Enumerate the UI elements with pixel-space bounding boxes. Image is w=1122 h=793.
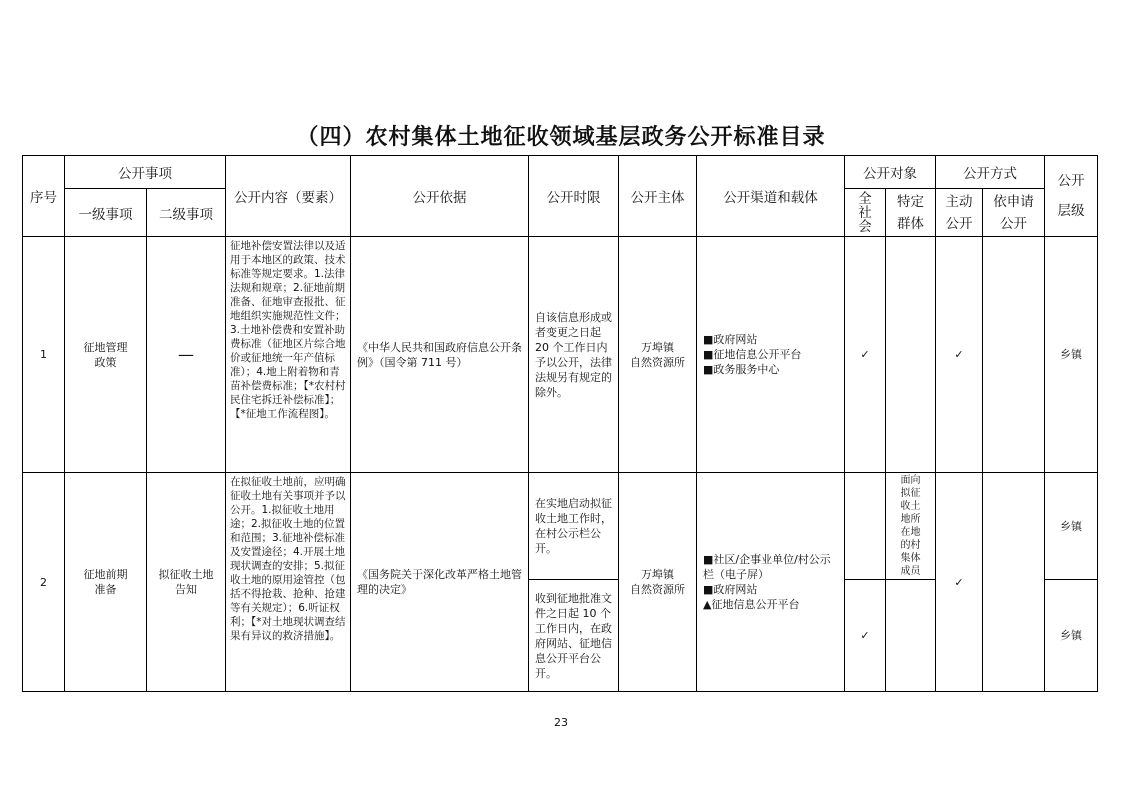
row1-content: 征地补偿安置法律以及适用于本地区的政策、技术标准等规定要求。1.法律法规和规章；2.征地前期准备、征地审查报批、征地组织实施规范性文件；3.土地补偿费和安置补助费标准（征地区片综合地价或征地统一年产值标准）；4.地上附着物和青苗补偿费标准；【*农村村民住宅拆迁补偿标准】；【*征地工作流程图】。 (226, 237, 351, 473)
row2-specific-group-b (886, 580, 936, 692)
table-row (23, 237, 1098, 473)
header-seq: 序号 (23, 156, 65, 237)
table-row (23, 473, 1098, 580)
header-target: 公开对象 (845, 156, 936, 189)
row1-level2: — (147, 237, 226, 473)
row2-all-society-check: ✓ (845, 580, 886, 692)
row2-on-request (983, 473, 1045, 692)
row1-level: 乡镇 (1045, 237, 1098, 473)
header-active: 主动 公开 (936, 189, 983, 237)
row1-seq: 1 (23, 237, 65, 473)
row2-level-a: 乡镇 (1045, 473, 1098, 580)
row1-specific-group (886, 237, 936, 473)
row1-time: 自该信息形成或者变更之日起 20 个工作日内予以公开，法律法规另有规定的除外。 (529, 237, 619, 473)
row2-specific-group-a: 面向 拟征 收土 地所 在地 的村 集体 成员 (886, 473, 936, 580)
row1-subject: 万埠镇 自然资源所 (619, 237, 697, 473)
header-mode: 公开方式 (936, 156, 1045, 189)
row2-content: 在拟征收土地前，应明确征收土地有关事项并予以公开。1.拟征收土地用途；2.拟征收土地的位置和范围；3.征地补偿标准及安置途径；4.开展土地现状调查的安排；5.拟征收土地的原用途管控（包括不得抢栽、抢种、抢建等有关规定）；6.听证权利；【*对土地现状调查结果有异议的救济措施】。 (226, 473, 351, 692)
header-all-society: 全 社 会 (845, 189, 886, 237)
header-content: 公开内容（要素） (226, 156, 351, 237)
header-level2: 二级事项 (147, 189, 226, 237)
row1-level1: 征地管理 政策 (65, 237, 147, 473)
row2-subject: 万埠镇 自然资源所 (619, 473, 697, 692)
row2-time-b: 收到征地批准文件之日起 10 个工作日内，在政府网站、征地信息公开平台公开。 (529, 580, 619, 692)
row2-active-check: ✓ (936, 473, 983, 692)
page-title: （四）农村集体土地征收领域基层政务公开标准目录 (296, 125, 826, 150)
row2-level2: 拟征收土地 告知 (147, 473, 226, 692)
row2-all-society-a (845, 473, 886, 580)
row2-channel: ■社区/企事业单位/村公示栏（电子屏） ■政府网站 ▲征地信息公开平台 (697, 473, 845, 692)
header-level: 公开 层级 (1045, 156, 1098, 237)
row1-active-check: ✓ (936, 237, 983, 473)
header-level1: 一级事项 (65, 189, 147, 237)
row2-basis: 《国务院关于深化改革严格土地管理的决定》 (351, 473, 529, 692)
row2-level1: 征地前期 准备 (65, 473, 147, 692)
row2-seq: 2 (23, 473, 65, 692)
header-channel: 公开渠道和载体 (697, 156, 845, 237)
row2-level-b: 乡镇 (1045, 580, 1098, 692)
row1-channel: ■政府网站 ■征地信息公开平台 ■政务服务中心 (697, 237, 845, 473)
disclosure-table (22, 155, 1098, 692)
header-on-request: 依申请 公开 (983, 189, 1045, 237)
header-basis: 公开依据 (351, 156, 529, 237)
row1-all-society-check: ✓ (845, 237, 886, 473)
header-items: 公开事项 (65, 156, 226, 189)
page-number: 23 (554, 716, 568, 729)
row1-basis: 《中华人民共和国政府信息公开条例》（国令第 711 号） (351, 237, 529, 473)
row1-on-request (983, 237, 1045, 473)
header-subject: 公开主体 (619, 156, 697, 237)
row2-time-a: 在实地启动拟征收土地工作时，在村公示栏公开。 (529, 473, 619, 580)
header-time: 公开时限 (529, 156, 619, 237)
header-specific-group: 特定 群体 (886, 189, 936, 237)
